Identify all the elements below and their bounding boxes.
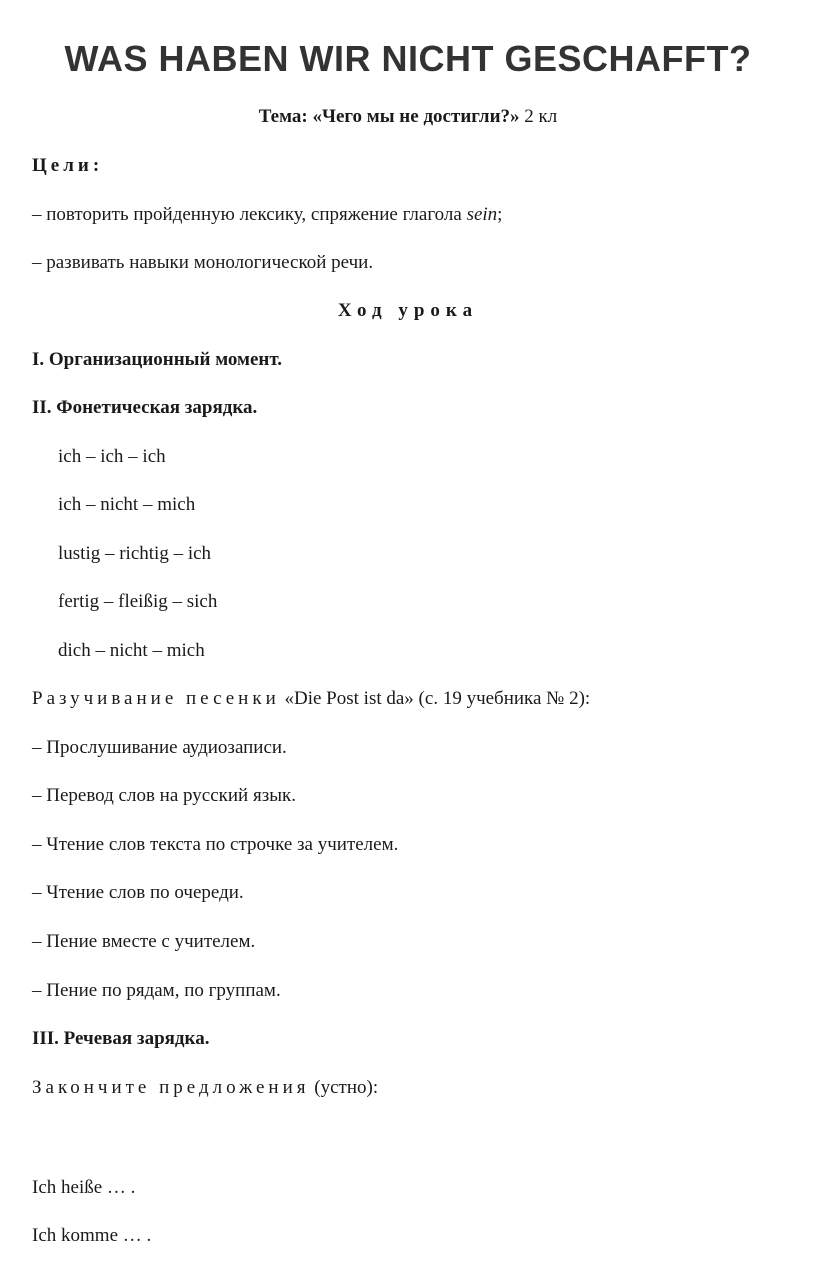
task-line bbox=[32, 1077, 378, 1099]
theme-label: Тема: bbox=[258, 106, 308, 127]
song-text: «Die Post ist da» (с. 19 учебника № 2): bbox=[284, 688, 591, 709]
theme-topic: «Чего мы не достигли?» bbox=[312, 106, 520, 127]
section-heading-3: III. Речевая зарядка. bbox=[32, 1028, 210, 1049]
sentence-item: Ich komme … . bbox=[32, 1225, 152, 1246]
step-item: – Пение по рядам, по группам. bbox=[32, 980, 281, 1001]
song-label: Разучивание песенки bbox=[32, 688, 280, 709]
goals-heading: Цели: bbox=[32, 155, 104, 176]
song-line bbox=[32, 688, 590, 710]
task-label: Закончите предложения bbox=[32, 1077, 310, 1098]
step-item: – Чтение слов текста по строчке за учителем. bbox=[32, 834, 399, 855]
phonetics-line: lustig – richtig – ich bbox=[58, 543, 212, 564]
step-item: – Чтение слов по очереди. bbox=[32, 882, 244, 903]
section-heading-2: II. Фонетическая зарядка. bbox=[32, 397, 258, 418]
goal-item-1 bbox=[32, 204, 502, 226]
lesson-heading: Ход урока bbox=[337, 300, 479, 321]
step-item: – Перевод слов на русский язык. bbox=[32, 785, 296, 806]
sentence-item: Ich heiße … . bbox=[32, 1177, 136, 1198]
phonetics-line: dich – nicht – mich bbox=[58, 640, 205, 661]
step-item: – Прослушивание аудиозаписи. bbox=[32, 737, 287, 758]
phonetics-line: ich – ich – ich bbox=[58, 446, 166, 467]
goal-item-2: – развивать навыки монологической речи. bbox=[32, 252, 374, 273]
goal-item-1-suffix: ; bbox=[497, 204, 503, 225]
step-item: – Пение вместе с учителем. bbox=[32, 931, 256, 952]
page-title: WAS HABEN WIR NICHT GESCHAFFT? bbox=[64, 38, 752, 79]
goal-item-1-verb: sein bbox=[466, 204, 498, 225]
phonetics-line: ich – nicht – mich bbox=[58, 494, 196, 515]
theme-grade: 2 кл bbox=[524, 106, 558, 127]
task-mode: (устно): bbox=[314, 1077, 379, 1098]
goal-item-1-text: – повторить пройденную лексику, спряжение глагола bbox=[32, 204, 467, 225]
section-heading-1: I. Организационный момент. bbox=[32, 349, 283, 370]
theme-line bbox=[0, 106, 816, 128]
phonetics-line: fertig – fleißig – sich bbox=[58, 591, 218, 612]
